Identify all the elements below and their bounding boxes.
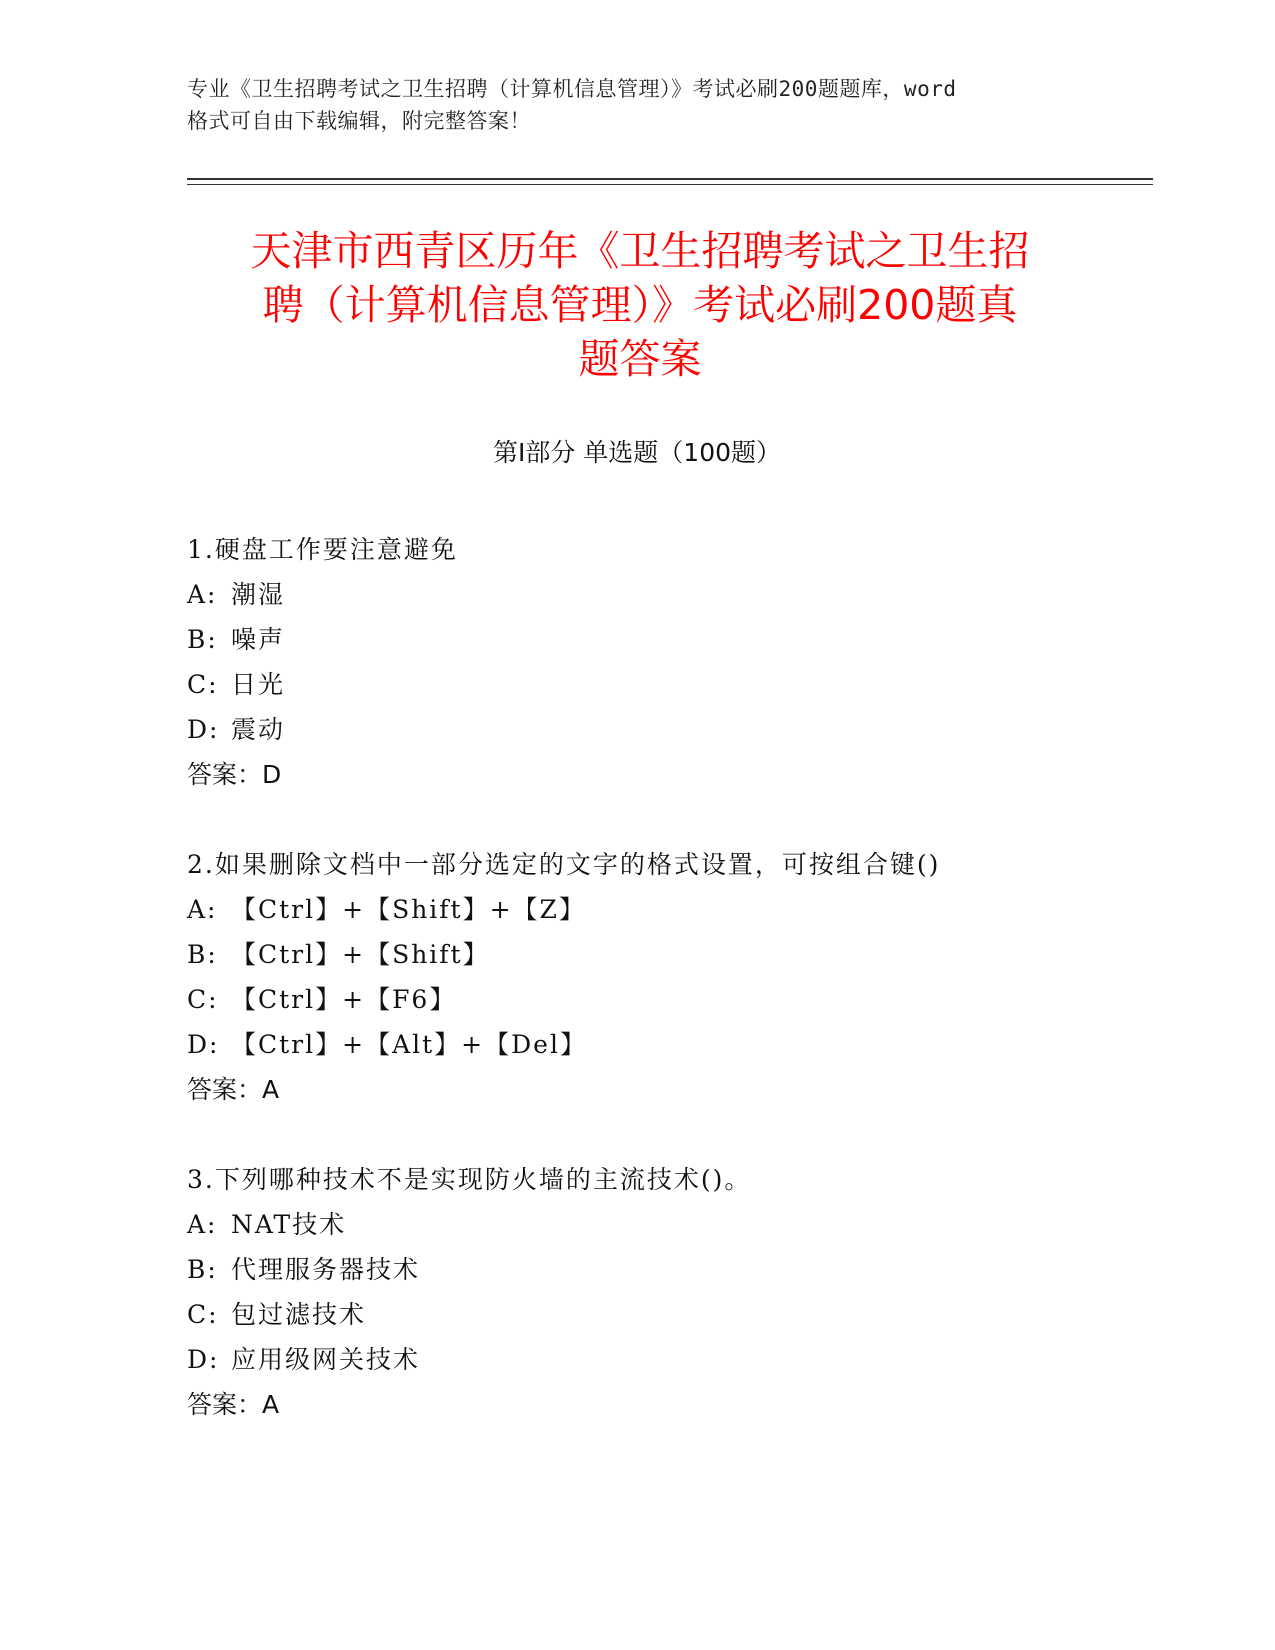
option-letter: D:: [187, 1030, 220, 1059]
question-3: [187, 1157, 1153, 1427]
option-b: [187, 932, 1153, 977]
option-d: [187, 1022, 1153, 1067]
question-1: [187, 527, 1153, 797]
header-note: [187, 73, 1087, 137]
option-text: 【Ctrl】+【Shift】: [231, 940, 490, 969]
option-letter: C:: [187, 670, 219, 699]
question-2: [187, 842, 1153, 1112]
question-stem: 1.硬盘工作要注意避免: [187, 535, 458, 564]
option-text: 包过滤技术: [231, 1300, 367, 1329]
option-text: 代理服务器技术: [231, 1255, 421, 1284]
document-title-line-3: 题答案: [578, 335, 702, 383]
option-text: 【Ctrl】+【F6】: [231, 985, 457, 1014]
document-title-line-2: 聘（计算机信息管理）》考试必刷200题真: [262, 281, 1018, 329]
option-letter: D:: [187, 1345, 220, 1374]
option-letter: A:: [187, 895, 218, 924]
header-note-line-2: 格式可自由下载编辑，附完整答案！: [187, 109, 531, 133]
option-letter: C:: [187, 1300, 219, 1329]
section-title: 第Ⅰ部分 单选题（100题）: [492, 438, 782, 467]
option-letter: B:: [187, 625, 218, 654]
option-d: [187, 1337, 1153, 1382]
option-text: 震动: [231, 715, 286, 744]
document-title-line-1: 天津市西青区历年《卫生招聘考试之卫生招: [250, 227, 1030, 275]
option-letter: A:: [187, 1210, 218, 1239]
option-letter: B:: [187, 940, 218, 969]
option-letter: D:: [187, 715, 220, 744]
option-text: 【Ctrl】+【Shift】+【Z】: [231, 895, 586, 924]
option-a: [187, 1202, 1153, 1247]
option-letter: B:: [187, 1255, 218, 1284]
option-text: 噪声: [231, 625, 286, 654]
option-text: 【Ctrl】+【Alt】+【Del】: [231, 1030, 587, 1059]
option-letter: C:: [187, 985, 219, 1014]
option-c: [187, 977, 1153, 1022]
header-note-line-1: 专业《卫生招聘考试之卫生招聘（计算机信息管理）》考试必刷200题题库，word: [187, 77, 957, 101]
answer-line: 答案：A: [187, 1075, 280, 1104]
option-text: 日光: [231, 670, 286, 699]
option-c: [187, 662, 1153, 707]
header-divider-thick: [187, 178, 1153, 180]
option-c: [187, 1292, 1153, 1337]
question-stem: 3.下列哪种技术不是实现防火墙的主流技术()。: [187, 1165, 752, 1194]
option-b: [187, 1247, 1153, 1292]
answer-line: 答案：D: [187, 760, 282, 789]
option-text: 应用级网关技术: [231, 1345, 421, 1374]
option-text: NAT技术: [231, 1210, 347, 1239]
option-d: [187, 707, 1153, 752]
option-a: [187, 572, 1153, 617]
option-b: [187, 617, 1153, 662]
answer-line: 答案：A: [187, 1390, 280, 1419]
question-list: [187, 527, 1153, 1472]
question-stem: 2.如果删除文档中一部分选定的文字的格式设置，可按组合键(): [187, 850, 941, 879]
option-text: 潮湿: [231, 580, 286, 609]
document-title: [190, 224, 1090, 386]
option-letter: A:: [187, 580, 218, 609]
header-divider-thin: [187, 184, 1153, 185]
option-a: [187, 887, 1153, 932]
